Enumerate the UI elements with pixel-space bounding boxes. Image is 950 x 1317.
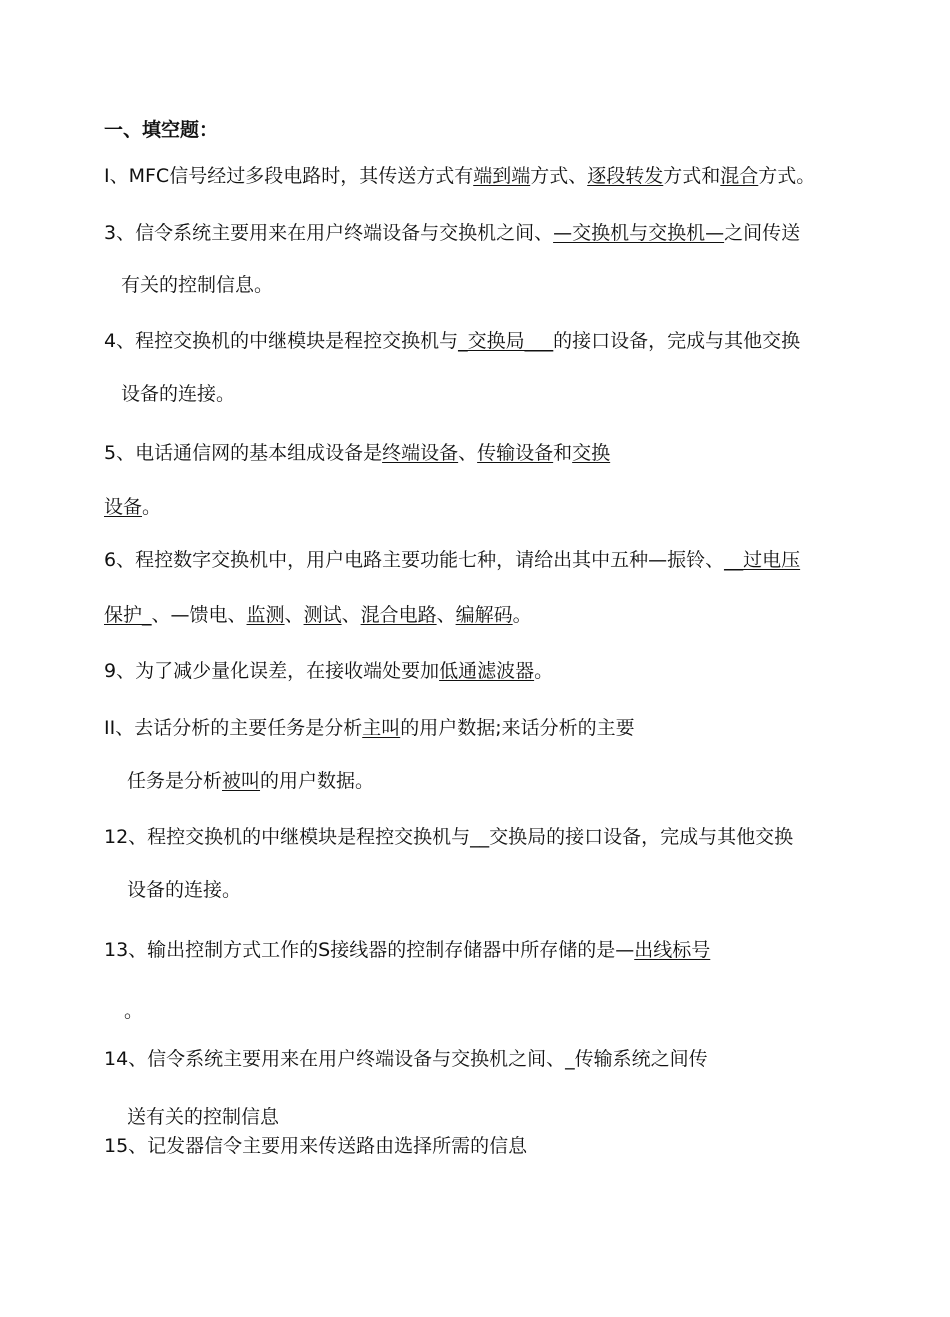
question-text: 的用户数据;来话分析的主要 <box>400 717 635 739</box>
section-heading: 一、填空题： <box>104 119 219 141</box>
question-text: 送有关的控制信息 <box>127 1106 280 1128</box>
question-text: 12、程控交换机的中继模块是程控交换机与__交换局的接口设备，完成与其他交换 <box>104 826 794 848</box>
answer-blank: 混合 <box>720 165 759 187</box>
question-text: I、MFC信号经过多段电路时，其传送方式有 <box>104 165 474 187</box>
question-line <box>127 768 374 794</box>
question-text: 3、信令系统主要用来在用户终端设备与交换机之间、 <box>104 222 554 244</box>
answer-blank: 编解码 <box>455 604 513 626</box>
question-line <box>104 658 553 684</box>
question-text: 和 <box>553 442 573 464</box>
answer-blank: 交换 <box>572 442 611 464</box>
question-text: 、 <box>341 604 361 626</box>
question-line <box>127 1104 279 1130</box>
answer-blank: 保护_ <box>104 604 152 626</box>
question-text: 。 <box>512 604 532 626</box>
question-line <box>104 1133 527 1159</box>
answer-blank: 端到端 <box>473 165 531 187</box>
question-text: 、—馈电、 <box>151 604 247 626</box>
question-text: 有关的控制信息。 <box>121 274 274 296</box>
question-text: 9、为了减少量化误差，在接收端处要加 <box>104 660 440 682</box>
question-text: 、 <box>458 442 478 464</box>
answer-blank: 逐段转发 <box>587 165 664 187</box>
question-line <box>127 877 241 903</box>
question-line <box>104 715 635 741</box>
answer-blank: __过电压 <box>724 549 801 571</box>
question-text: 13、输出控制方式工作的S接线器的控制存储器中所存储的是— <box>104 939 635 961</box>
question-text: 15、记发器信令主要用来传送路由选择所需的信息 <box>104 1135 528 1157</box>
question-line <box>104 824 793 850</box>
question-text: 、 <box>436 604 456 626</box>
question-text: 的接口设备，完成与其他交换 <box>553 330 801 352</box>
question-text: 4、程控交换机的中继模块是程控交换机与 <box>104 330 459 352</box>
answer-blank: 设备 <box>104 496 143 518</box>
question-text: 。 <box>124 1000 144 1022</box>
question-line <box>104 494 161 520</box>
question-line <box>121 381 235 407</box>
answer-blank: 出线标号 <box>634 939 711 961</box>
question-line <box>104 163 815 189</box>
question-text: 6、程控数字交换机中，用户电路主要功能七种，请给出其中五种—振铃、 <box>104 549 725 571</box>
question-line <box>104 220 800 246</box>
answer-blank: 终端设备 <box>382 442 459 464</box>
answer-blank: 被叫 <box>222 770 261 792</box>
question-line <box>104 1046 708 1072</box>
question-text: 设备的连接。 <box>121 383 236 405</box>
question-line <box>104 328 800 354</box>
question-text: II、去话分析的主要任务是分析 <box>104 717 363 739</box>
question-text: 方式、 <box>530 165 588 187</box>
answer-blank: 混合电路 <box>360 604 437 626</box>
question-text: 。 <box>142 496 162 518</box>
question-text: 设备的连接。 <box>127 879 242 901</box>
question-line <box>104 440 610 466</box>
question-line <box>104 547 800 573</box>
question-text: 、 <box>284 604 304 626</box>
answer-blank: 监测 <box>246 604 285 626</box>
answer-blank: 传输设备 <box>477 442 554 464</box>
question-text: 方式。 <box>758 165 816 187</box>
question-text: 任务是分析 <box>127 770 223 792</box>
answer-blank: 主叫 <box>362 717 401 739</box>
question-text: 之间传送 <box>724 222 801 244</box>
answer-blank: 测试 <box>303 604 342 626</box>
answer-blank: _交换局___ <box>458 330 554 352</box>
answer-blank: —交换机与交换机— <box>553 222 725 244</box>
question-line <box>104 602 532 628</box>
question-text: 方式和 <box>663 165 721 187</box>
question-text: 的用户数据。 <box>260 770 375 792</box>
question-line <box>124 998 143 1024</box>
question-line <box>121 272 273 298</box>
question-text: 。 <box>534 660 554 682</box>
question-text: 14、信令系统主要用来在用户终端设备与交换机之间、_传输系统之间传 <box>104 1048 708 1070</box>
question-text: 5、电话通信网的基本组成设备是 <box>104 442 383 464</box>
question-line <box>104 937 710 963</box>
answer-blank: 低通滤波器 <box>439 660 535 682</box>
